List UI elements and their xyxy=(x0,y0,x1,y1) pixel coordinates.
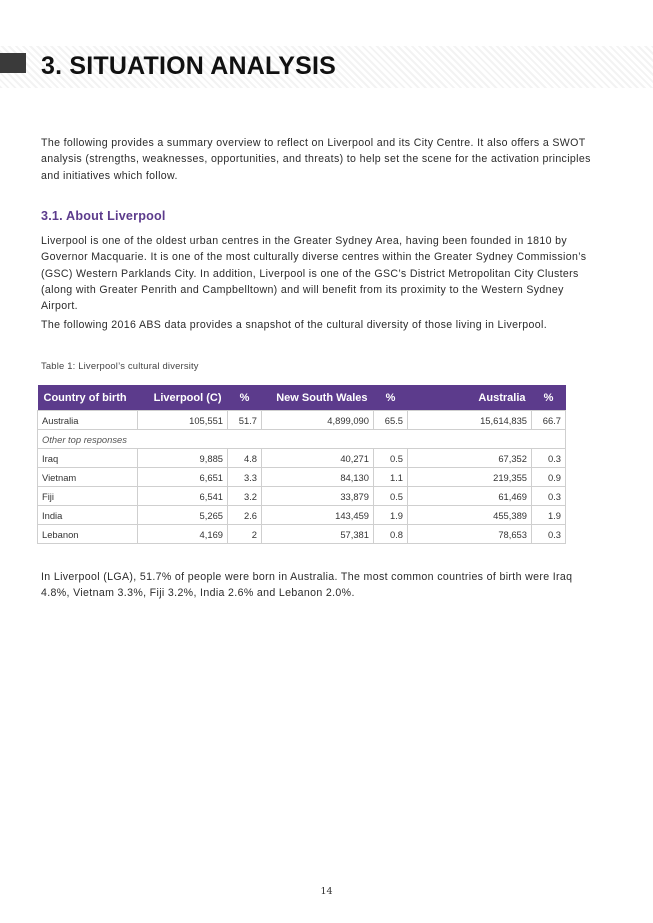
table-cell: 1.1 xyxy=(374,468,408,487)
col-header-nsw: New South Wales xyxy=(262,385,374,411)
table-subheader: Other top responses xyxy=(38,430,566,449)
table-row xyxy=(38,468,566,487)
table-cell: 0.3 xyxy=(532,525,566,544)
table-cell: 33,879 xyxy=(262,487,374,506)
table-cell: 2 xyxy=(228,525,262,544)
table-cell: Australia xyxy=(38,411,138,430)
table-cell: 4.8 xyxy=(228,449,262,468)
table-row xyxy=(38,525,566,544)
table-cell: Vietnam xyxy=(38,468,138,487)
table-cell: 1.9 xyxy=(532,506,566,525)
table-row xyxy=(38,506,566,525)
table-cell: 15,614,835 xyxy=(408,411,532,430)
table-cell: 5,265 xyxy=(138,506,228,525)
table-cell: 57,381 xyxy=(262,525,374,544)
table-subheader-row xyxy=(38,430,566,449)
table-cell: 0.5 xyxy=(374,449,408,468)
table-cell: 78,653 xyxy=(408,525,532,544)
page-title: 3. SITUATION ANALYSIS xyxy=(41,52,336,80)
col-header-liverpool-pct: % xyxy=(228,385,262,411)
table-row xyxy=(38,411,566,430)
table-cell: 67,352 xyxy=(408,449,532,468)
table-cell: 0.5 xyxy=(374,487,408,506)
table-cell: 4,169 xyxy=(138,525,228,544)
table-cell: 6,651 xyxy=(138,468,228,487)
section-heading: 3.1. About Liverpool xyxy=(41,209,166,223)
table-cell: 105,551 xyxy=(138,411,228,430)
table-header-row xyxy=(38,385,566,411)
table-cell: Lebanon xyxy=(38,525,138,544)
table-cell: 1.9 xyxy=(374,506,408,525)
table-cell: 455,389 xyxy=(408,506,532,525)
table-cell: India xyxy=(38,506,138,525)
col-header-australia: Australia xyxy=(408,385,532,411)
table-cell: 0.8 xyxy=(374,525,408,544)
col-header-country: Country of birth xyxy=(38,385,138,411)
table-cell: 219,355 xyxy=(408,468,532,487)
table-row xyxy=(38,449,566,468)
table-cell: Iraq xyxy=(38,449,138,468)
table-cell: 3.3 xyxy=(228,468,262,487)
col-header-liverpool: Liverpool (C) xyxy=(138,385,228,411)
intro-paragraph: The following provides a summary overview to reflect on Liverpool and its City Centre. It also offers a SWOT analysis (strengths, weaknesses, opportunities, and threats) to help set the scene for the activation principles and initiatives which follow. xyxy=(41,137,591,182)
table-cell: 6,541 xyxy=(138,487,228,506)
header-marker xyxy=(0,53,26,73)
table-cell: 40,271 xyxy=(262,449,374,468)
table-cell: 9,885 xyxy=(138,449,228,468)
table-cell: 0.3 xyxy=(532,487,566,506)
about-paragraph-1: Liverpool is one of the oldest urban centres in the Greater Sydney Area, having been founded in 1810 by Governor Macquarie. It is one of the most culturally diverse centres within the Greater Sydney Commission’s (GSC) Western Parklands City. In addition, Liverpool is one of the GSC’s District Metropolitan City Clusters (along with Greater Penrith and Campbelltown) and will benefit from its proximity to the Western Sydney Airport. xyxy=(41,235,587,313)
col-header-australia-pct: % xyxy=(532,385,566,411)
table-caption: Table 1: Liverpool’s cultural diversity xyxy=(41,360,199,371)
table-cell: 3.2 xyxy=(228,487,262,506)
table-cell: 0.3 xyxy=(532,449,566,468)
summary-paragraph: In Liverpool (LGA), 51.7% of people were born in Australia. The most common countries of birth were Iraq 4.8%, Vietnam 3.3%, Fiji 3.2%, India 2.6% and Lebanon 2.0%. xyxy=(41,571,573,600)
table-cell: 0.9 xyxy=(532,468,566,487)
col-header-nsw-pct: % xyxy=(374,385,408,411)
about-paragraph-2: The following 2016 ABS data provides a snapshot of the cultural diversity of those living in Liverpool. xyxy=(41,319,547,331)
table-cell: 61,469 xyxy=(408,487,532,506)
page-number: 14 xyxy=(320,886,333,897)
table-cell: 65.5 xyxy=(374,411,408,430)
table-row xyxy=(38,487,566,506)
table-cell: 4,899,090 xyxy=(262,411,374,430)
table-cell: 143,459 xyxy=(262,506,374,525)
table-cell: Fiji xyxy=(38,487,138,506)
table-cell: 2.6 xyxy=(228,506,262,525)
table-cell: 66.7 xyxy=(532,411,566,430)
table-cell: 84,130 xyxy=(262,468,374,487)
cultural-diversity-table xyxy=(37,385,566,544)
table-cell: 51.7 xyxy=(228,411,262,430)
